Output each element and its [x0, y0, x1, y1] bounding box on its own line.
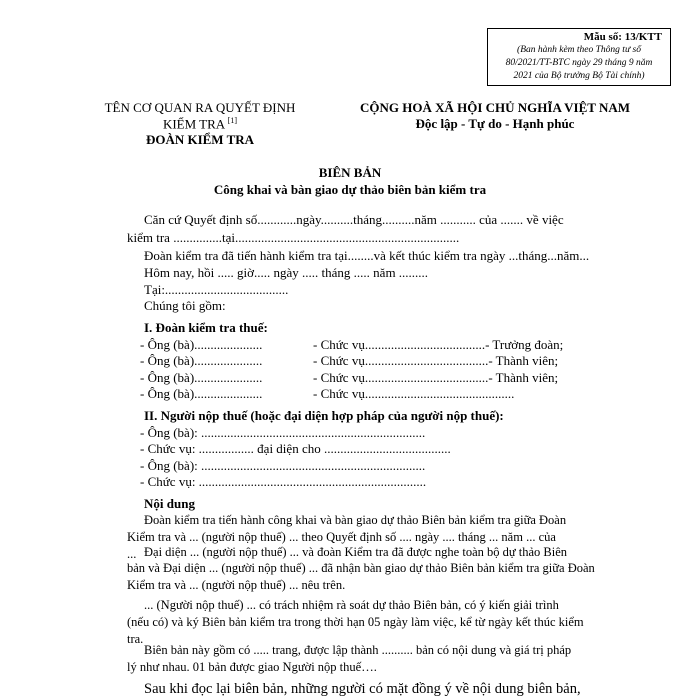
- agency-name-line-2: [100, 116, 300, 132]
- member-2-position: - Chức vụ......................................- Thành viên;: [313, 353, 559, 368]
- intro-line-1: Căn cứ Quyết định số............ngày..........tháng..........năm ........... của ....... về việc: [144, 212, 564, 227]
- content-p4-line-1: Biên bản này gồm có ..... trang, được lập thành .......... bản có nội dung và giá trị pháp: [144, 643, 572, 657]
- content-p2-line-2: bản và Đại diện ... (người nộp thuế) ... đã nhận bàn giao dự thảo Biên bản kiểm tra giữa Đoàn: [127, 561, 595, 575]
- taxpayer-position-2: - Chức vụ: ......................................................................: [140, 474, 427, 489]
- agency-name-line-1: TÊN CƠ QUAN RA QUYẾT ĐỊNH: [104, 100, 296, 115]
- member-1-position: - Chức vụ.....................................- Trưởng đoàn;: [313, 337, 564, 352]
- member-1-name: - Ông (bà).....................: [140, 337, 263, 352]
- form-note-line-2: 80/2021/TT-BTC ngày 29 tháng 9 năm: [505, 58, 653, 68]
- inspection-team-label: ĐOÀN KIỂM TRA: [145, 132, 255, 147]
- content-p3-line-3: tra.: [127, 632, 144, 646]
- national-motto: Độc lập - Tự do - Hạnh phúc: [415, 116, 575, 131]
- content-heading: Nội dung: [144, 496, 195, 511]
- section-2-heading: II. Người nộp thuế (hoặc đại diện hợp pháp của người nộp thuế):: [144, 408, 504, 423]
- intro-line-3: Đoàn kiểm tra đã tiến hành kiểm tra tại........và kết thúc kiểm tra ngày ...tháng...năm...: [144, 248, 590, 263]
- content-p3-line-1: ... (Người nộp thuế) ... có trách nhiệm rà soát dự thảo Biên bản, có ý kiến giải trình: [144, 598, 559, 612]
- intro-line-2: kiểm tra ...............tại.....................................................................: [127, 230, 460, 245]
- form-note-line-1: (Ban hành kèm theo Thông tư số: [517, 45, 641, 55]
- footnote-marker: [1]: [227, 116, 238, 125]
- agency-name-line-2-text: KIỂM TRA: [162, 116, 225, 132]
- member-3-position: - Chức vụ......................................- Thành viên;: [313, 370, 559, 385]
- document-title: BIÊN BẢN: [318, 165, 382, 180]
- form-number-box: [487, 28, 671, 86]
- taxpayer-name-1: - Ông (bà): .....................................................................: [140, 425, 426, 440]
- form-number: Mẫu số: 13/KTT: [583, 31, 662, 43]
- document-subtitle: Công khai và bàn giao dự thảo biên bản kiểm tra: [213, 182, 487, 197]
- member-4-name: - Ông (bà).....................: [140, 386, 263, 401]
- form-note-line-3: 2021 của Bộ trưởng Bộ Tài chính): [513, 71, 645, 81]
- content-p1-line-2: Kiểm tra và ... (người nộp thuế) ... theo Quyết định số .... ngày .... tháng ... năm ... của: [127, 530, 556, 544]
- intro-line-4: Hôm nay, hồi ..... giờ..... ngày ..... tháng ..... năm .........: [144, 265, 429, 280]
- taxpayer-name-2: - Ông (bà): .....................................................................: [140, 458, 426, 473]
- content-p2-line-1: Đại diện ... (người nộp thuế) ... và đoàn Kiểm tra đã được nghe toàn bộ dự thảo Biên: [144, 545, 568, 559]
- content-p2-line-3: Kiểm tra và ... (người nộp thuế) ... nêu trên.: [127, 578, 346, 592]
- nation-name: CỘNG HOÀ XÃ HỘI CHỦ NGHĨA VIỆT NAM: [359, 100, 631, 115]
- content-p1-line-3: ...: [127, 547, 137, 561]
- intro-line-6: Chúng tôi gồm:: [144, 298, 226, 313]
- content-p3-line-2: (nếu có) và ký Biên bản kiểm tra trong thời hạn 05 ngày làm việc, kể từ ngày kết thúc kiểm: [127, 615, 584, 629]
- member-2-name: - Ông (bà).....................: [140, 353, 263, 368]
- content-p1-line-1: Đoàn kiểm tra tiến hành công khai và bàn giao dự thảo Biên bản kiểm tra giữa Đoàn: [144, 513, 567, 527]
- section-1-heading: I. Đoàn kiểm tra thuế:: [144, 320, 268, 335]
- content-p5-line-1: Sau khi đọc lại biên bản, những người có mặt đồng ý về nội dung biên bản,: [144, 681, 581, 697]
- intro-line-5: Tại:......................................: [144, 282, 289, 297]
- taxpayer-position-1: - Chức vụ: ................. đại diện cho .......................................: [140, 441, 451, 456]
- member-4-position: - Chức vụ..............................................: [313, 386, 515, 401]
- content-p4-line-2: lý như nhau. 01 bản được giao Người nộp thuế….: [127, 660, 377, 674]
- member-3-name: - Ông (bà).....................: [140, 370, 263, 385]
